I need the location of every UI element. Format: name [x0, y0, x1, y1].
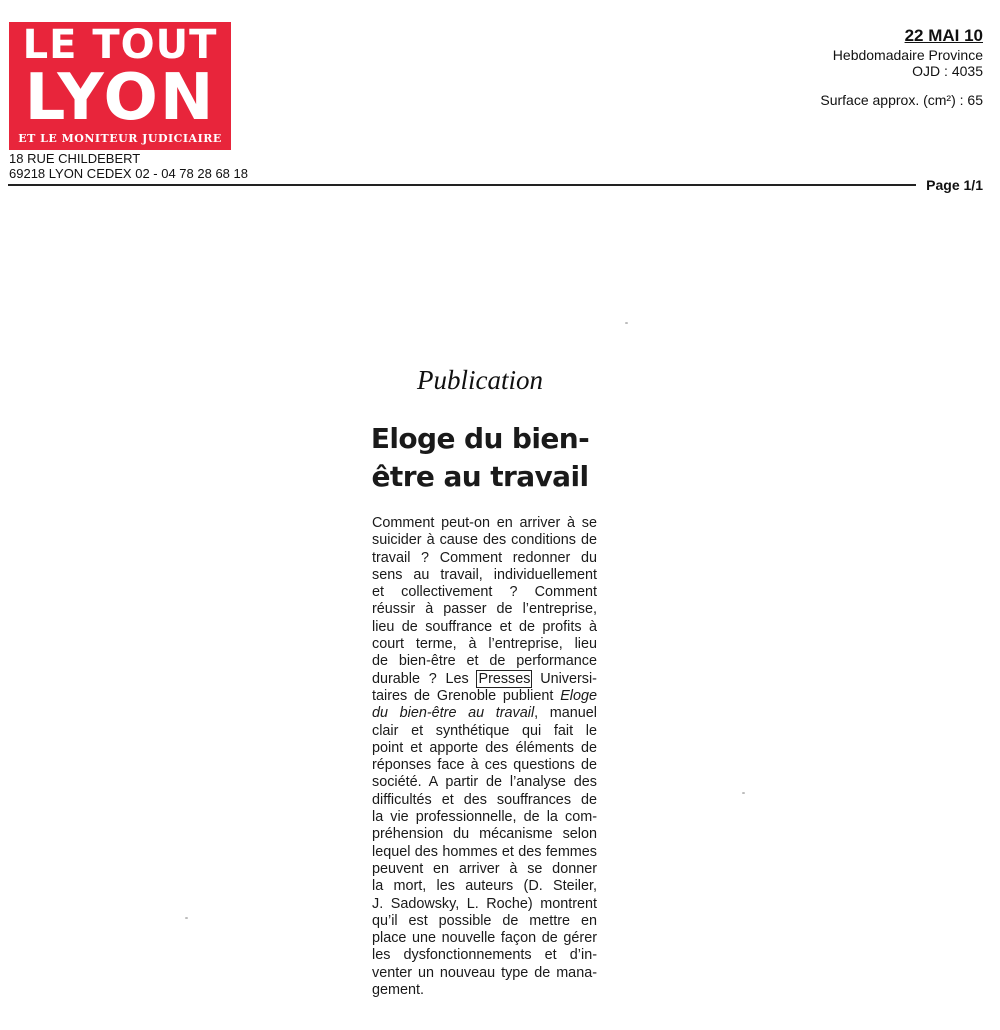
- body-line: [372, 619, 597, 636]
- body-line: [372, 723, 597, 740]
- body-text: sens au travail, individuellement: [372, 566, 597, 583]
- body-text: et collectivement ? Comment: [372, 584, 597, 601]
- masthead-logo: [9, 22, 231, 150]
- body-text: Eloge: [560, 687, 597, 704]
- body-text: court terme, à l’entreprise, lieu: [372, 636, 597, 653]
- body-line: [372, 515, 597, 532]
- logo-line-le-tout: LE TOUT: [22, 22, 218, 68]
- body-line: [372, 861, 597, 878]
- highlighted-word: Presses: [478, 670, 531, 687]
- body-line: [372, 671, 597, 688]
- body-text: du bien-être au travail: [372, 705, 535, 722]
- body-text: point et apporte des éléments de: [372, 739, 597, 756]
- body-text: de bien-être et de performance: [372, 653, 597, 670]
- scan-speck: [185, 917, 188, 919]
- body-text: suicider à cause des conditions de: [372, 532, 597, 549]
- address-street: 18 RUE CHILDEBERT: [9, 151, 141, 166]
- body-text: J. Sadowsky, L. Roche) montrent: [372, 895, 597, 912]
- body-line: [372, 930, 597, 947]
- publication-date: 22 MAI 10: [904, 26, 983, 45]
- logo-line-lyon: LYON: [24, 61, 216, 135]
- ojd-count: OJD : 4035: [912, 63, 983, 79]
- body-text: taires de Grenoble publient: [372, 687, 561, 704]
- body-line: [372, 532, 597, 549]
- body-line: [372, 809, 597, 826]
- body-text: la mort, les auteurs (D. Steiler,: [372, 878, 597, 895]
- body-line: [372, 740, 597, 757]
- body-text: Universi-: [531, 670, 597, 687]
- body-text: clair et synthétique qui fait le: [372, 722, 597, 739]
- body-line: [372, 947, 597, 964]
- body-text: venter un nouveau type de mana-: [372, 964, 597, 981]
- body-text: durable ? Les: [372, 670, 478, 687]
- article-body: [372, 515, 597, 999]
- body-line: [372, 636, 597, 653]
- body-text: place une nouvelle façon de gérer: [372, 930, 597, 947]
- body-text: société. A partir de l’analyse des: [372, 774, 597, 791]
- body-line: [372, 965, 597, 982]
- body-line: [372, 878, 597, 895]
- body-text: qu’il est possible de mettre en: [372, 912, 597, 929]
- body-text: , manuel: [534, 705, 597, 722]
- body-line: [372, 567, 597, 584]
- body-text: lieu de souffrance et de profits à: [372, 618, 597, 635]
- body-text: préhension du mécanisme selon: [372, 826, 597, 843]
- header-divider: [8, 184, 916, 186]
- body-line: [372, 896, 597, 913]
- body-line: [372, 826, 597, 843]
- logo-tagline: ET LE MONITEUR JUDICIAIRE: [18, 132, 222, 145]
- body-text: difficultés et des souffrances de: [372, 791, 597, 808]
- body-text: la vie professionnelle, de la com-: [372, 809, 597, 826]
- body-line: [372, 913, 597, 930]
- body-line: [372, 757, 597, 774]
- body-line: [372, 688, 597, 705]
- body-line: [372, 844, 597, 861]
- section-label: Publication: [417, 365, 543, 395]
- body-line: [372, 705, 597, 722]
- body-line: [372, 653, 597, 670]
- publication-frequency: Hebdomadaire Province: [832, 47, 983, 63]
- press-clipping-meta: [820, 26, 983, 108]
- body-text: les dysfonctionnements et d’in-: [372, 947, 597, 964]
- body-line: [372, 774, 597, 791]
- surface-area: Surface approx. (cm²) : 65: [820, 92, 983, 108]
- body-line: [372, 982, 597, 999]
- body-text: lequel des hommes et des femmes: [372, 843, 597, 860]
- body-text: réussir à passer de l’entreprise,: [372, 601, 597, 618]
- body-line: [372, 792, 597, 809]
- scan-speck: [742, 792, 745, 794]
- body-line: [372, 584, 597, 601]
- page-number: Page 1/1: [926, 177, 983, 193]
- body-line: [372, 601, 597, 618]
- body-line: [372, 550, 597, 567]
- body-text: peuvent en arriver à se donner: [372, 860, 597, 877]
- address-city-phone: 69218 LYON CEDEX 02 - 04 78 28 68 18: [9, 166, 248, 181]
- article-headline: [360, 420, 600, 496]
- body-text: Comment peut-on en arriver à se: [372, 515, 597, 531]
- headline-line: être au travail: [371, 460, 589, 493]
- headline-line: Eloge du bien-: [370, 422, 590, 455]
- publisher-address: [9, 151, 248, 181]
- body-text: gement.: [372, 982, 424, 999]
- scan-speck: [625, 322, 628, 324]
- body-text: réponses face à ces questions de: [372, 757, 597, 774]
- body-text: travail ? Comment redonner du: [372, 549, 597, 566]
